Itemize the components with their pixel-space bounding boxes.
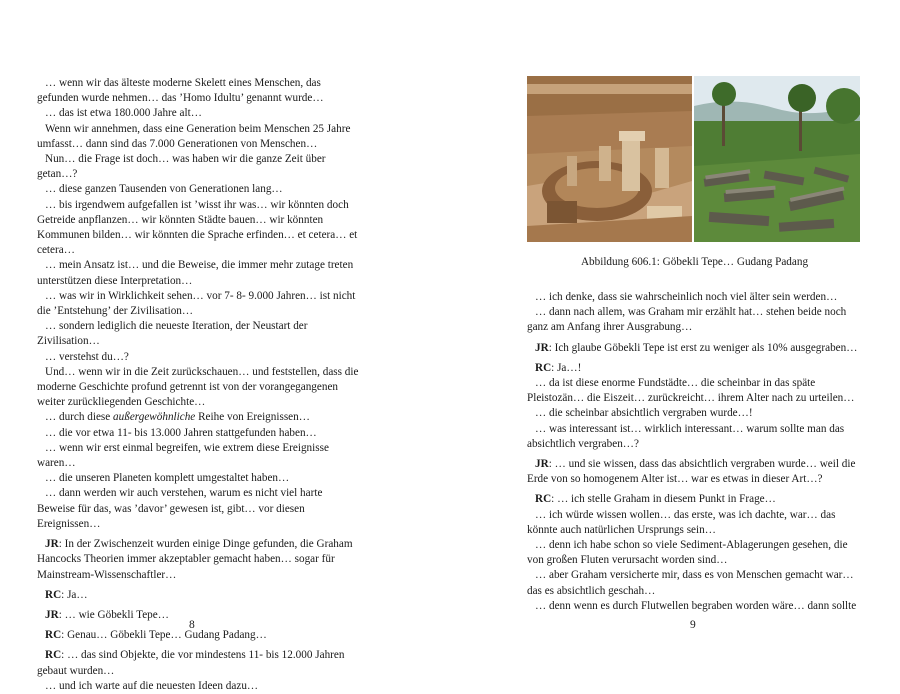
dialogue-text: : Ja…	[61, 588, 88, 601]
speaker-label: RC	[535, 493, 552, 506]
text-paragraph: … ich würde wissen wollen… das erste, was ich dachte, war… das könnte auch natürlichen Ursprungs sein…	[527, 508, 836, 536]
page-number-left: 8	[189, 619, 195, 631]
speaker-label: RC	[45, 588, 62, 601]
dialogue-paragraph	[37, 588, 362, 603]
dialogue-text: : Ja…!	[551, 361, 582, 374]
speaker-label: JR	[535, 458, 549, 471]
text-paragraph: … aber Graham versicherte mir, dass es von Menschen gemacht war… das es absichtlich geschah…	[527, 569, 854, 597]
left-page-text	[37, 76, 362, 694]
text-paragraph: … wenn wir das älteste moderne Skelett eines Menschen, das gefunden wurde nehmen… das ’Homo Idultu’ genannt wurde…	[37, 77, 324, 105]
text-paragraph: … verstehst du…?	[45, 350, 129, 363]
dialogue-text: : … ich stelle Graham in diesem Punkt in Frage…	[551, 493, 776, 506]
left-page	[0, 0, 450, 692]
text-paragraph: … was interessant ist… wirklich interessant… warum sollte man das absichtlich vergraben…?	[527, 422, 845, 450]
speaker-label: RC	[535, 361, 552, 374]
speaker-label: RC	[45, 629, 62, 642]
text-paragraph: Wenn wir annehmen, dass eine Generation beim Menschen 25 Jahre umfasst… dann sind das 7.000 Generationen von Menschen…	[37, 122, 351, 150]
text-paragraph: Nun… die Frage ist doch… was haben wir die ganze Zeit über getan…?	[37, 153, 326, 181]
dialogue-paragraph	[527, 492, 862, 507]
text-paragraph: … und ich warte auf die neuesten Ideen dazu…	[45, 679, 259, 692]
dialogue-paragraph	[37, 628, 362, 643]
dialogue-paragraph	[37, 608, 362, 623]
text-paragraph: … denn ich habe schon so viele Sediment-Ablagerungen gesehen, die von großen Fluten verursacht worden sind…	[527, 539, 848, 567]
text-paragraph: … die vor etwa 11- bis 13.000 Jahren stattgefunden haben…	[45, 426, 317, 439]
speaker-label: RC	[45, 649, 62, 662]
text-paragraph: … die scheinbar absichtlich vergraben wurde…!	[535, 407, 753, 420]
text-paragraph: … bis irgendwem aufgefallen ist ’wisst ihr was… wir könnten doch Getreide anpflanzen… wir könnten Städte bauen… wir könnten Kommunen bilden… wir könnten die Sprache erfinden… et cetera… et cetera…	[37, 198, 358, 257]
text-paragraph	[37, 410, 362, 425]
dialogue-text: : Genau… Göbekli Tepe… Gudang Padang…	[61, 629, 267, 642]
paragraph-fragment: … durch diese	[45, 411, 114, 424]
text-paragraph: … mein Ansatz ist… und die Beweise, die immer mehr zutage treten unterstützen diese Interpretation…	[37, 259, 354, 287]
text-paragraph: … denn wenn es durch Flutwellen begraben worden wäre… dann sollte	[535, 599, 857, 612]
gunung-padang-photo	[694, 76, 860, 242]
speaker-label: JR	[535, 341, 549, 354]
emphasis-text: außergewöhnliche	[113, 411, 196, 424]
text-paragraph: … wenn wir erst einmal begreifen, wie extrem diese Ereignisse waren…	[37, 441, 329, 470]
text-paragraph: … ich denke, dass sie wahrscheinlich noch viel älter sein werden…	[535, 291, 838, 303]
text-paragraph: … sondern lediglich die neueste Iteration, der Neustart der Zivilisation…	[37, 320, 308, 348]
dialogue-paragraph	[37, 537, 362, 583]
page-number-right: 9	[690, 619, 696, 631]
text-paragraph: … diese ganzen Tausenden von Generationen lang…	[45, 183, 283, 196]
dialogue-paragraph	[527, 457, 862, 487]
dialogue-text: : … wie Göbekli Tepe…	[58, 608, 169, 621]
dialogue-text: : Ich glaube Göbekli Tepe ist erst zu weniger als 10% ausgegraben…	[548, 341, 858, 354]
dialogue-text: : … das sind Objekte, die vor mindestens 11- bis 12.000 Jahren gebaut wurden…	[37, 649, 345, 677]
speaker-label: JR	[45, 538, 59, 551]
paragraph-fragment: Reihe von Ereignissen…	[195, 411, 310, 424]
dialogue-text: : … und sie wissen, dass das absichtlich vergraben wurde… weil die Erde von so homogenem Alter ist… war es etwas in dieser Art…?	[527, 458, 856, 486]
text-paragraph: … die unseren Planeten komplett umgestaltet haben…	[45, 472, 290, 485]
text-paragraph: … dann nach allem, was Graham mir erzählt hat… stehen beide noch ganz am Anfang ihrer Ausgrabung…	[527, 306, 847, 334]
dialogue-paragraph	[37, 648, 362, 678]
dialogue-text: : In der Zwischenzeit wurden einige Dinge gefunden, die Graham Hancocks Theorien immer akzeptabler gemacht haben… sogar für Mainstream-Wissenschaftler…	[37, 538, 353, 581]
text-paragraph: … dann werden wir auch verstehen, warum es nicht viel harte Beweise für das, was ’davor’ gewesen ist, gibt… vor diesen Ereignissen…	[37, 487, 323, 530]
text-paragraph: Und… wenn wir in die Zeit zurückschauen… und feststellen, dass die moderne Geschichte profund getrennt ist von der vorangegangenen weiter zurückliegenden Geschichte…	[37, 365, 359, 409]
text-paragraph: … da ist diese enorme Fundstädte… die scheinbar in das späte Pleistozän… die Eiszeit… zurückreicht… ihrem Alter nach zu urteilen…	[527, 377, 855, 405]
text-paragraph: … was wir in Wirklichkeit sehen… vor 7- 8- 9.000 Jahren… ist nicht die ’Entstehung’ der Zivilisation…	[37, 289, 356, 318]
figure-caption: Abbildung 606.1: Göbekli Tepe… Gudang Padang	[580, 256, 809, 268]
text-paragraph: … das ist etwa 180.000 Jahre alt…	[45, 107, 202, 120]
speaker-label: JR	[45, 608, 59, 621]
right-page-text	[527, 290, 862, 614]
dialogue-paragraph	[527, 361, 862, 376]
gobekli-tepe-photo	[527, 76, 692, 242]
dialogue-paragraph	[527, 341, 862, 356]
